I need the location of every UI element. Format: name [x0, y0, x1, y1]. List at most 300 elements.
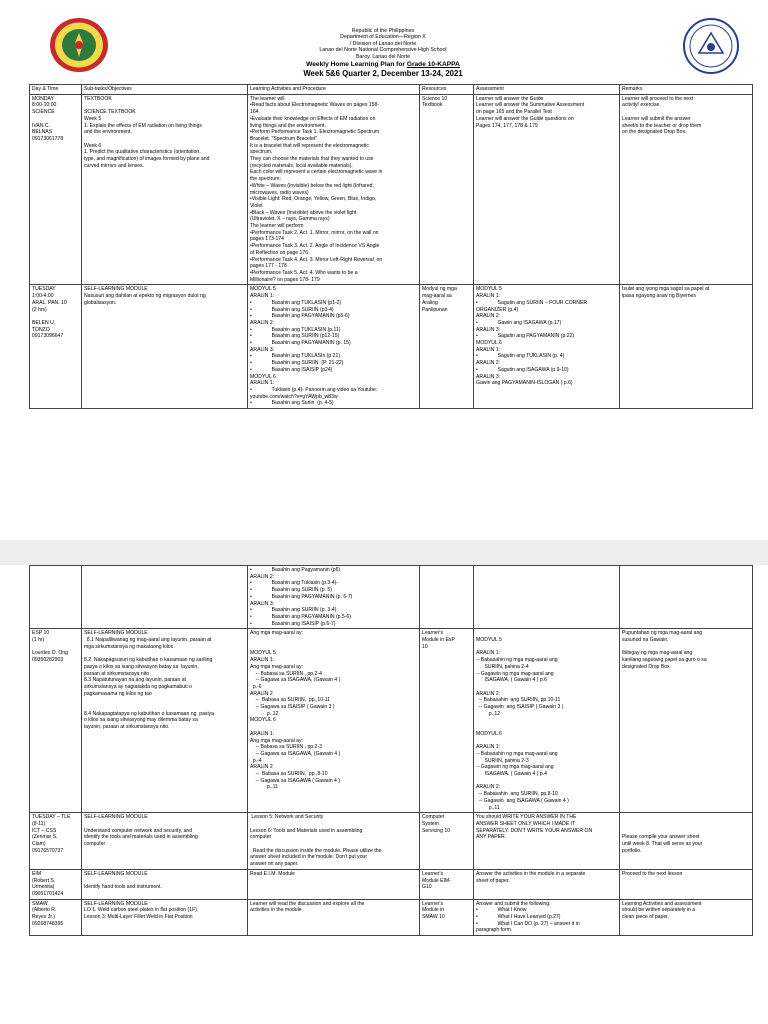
cell-text-line: You should WRITE YOUR ANSWER IN THE: [476, 814, 577, 821]
cell-text-line: -- Babasahin ng mga mag-aaral ang: [476, 750, 558, 757]
cell-text-line: of Reflection on page 176: [250, 249, 309, 256]
plan-table-page-1: [29, 84, 753, 409]
cell-text-line: SELF-LEARNING MODULE: [84, 900, 148, 907]
cell-text-line: pagkamasama ng kilos ng tao: [84, 690, 152, 697]
cell-text-line: SEPARATELY. DON'T WRITE YOUR ANSWER ON: [476, 827, 593, 834]
cell-text-line: Ang mga mag-aaral ay:: [250, 663, 303, 670]
cell-text-line: Learner will submit the answer: [622, 115, 691, 122]
cell-text-line: Learner will read the discussion and explore all the: [250, 900, 365, 907]
cell-text-line: Learner's: [422, 900, 444, 907]
cell-text-line: • Basahin ang Pagyamanin (p6): [250, 567, 341, 573]
cell-text-line: pages 173-174: [250, 236, 284, 243]
cell-text-line: activity/ exercise.: [622, 102, 661, 109]
cell-text-line: • Basahin ang ISAISIP (p24): [250, 366, 333, 373]
cell-text-line: IVAN C.: [32, 122, 51, 129]
cell-text-line: kanilang sagutang papel sa guro o sa: [622, 657, 707, 664]
cell-text-line: 09176570737: [32, 847, 64, 854]
cell-text-line: [622, 814, 750, 821]
cell-text-line: [84, 878, 245, 885]
cell-text-line: SCIENCE TEXTBOOK: [84, 109, 136, 116]
cell-text-line: •White – Waves (Invisible) below the red light (Infrared,: [250, 182, 374, 189]
cell-text-line: ARALIN 1:: [476, 650, 501, 657]
cell-text-line: • Gawin ang ISAGAWA (p.17): [476, 319, 562, 326]
cell-text-line: -- Babasa sa SURIIN , pp.2-3: [250, 744, 322, 751]
cell-text-line: • Basahin ang TUKLASIN (p1-2): [250, 299, 342, 306]
cell-text-line: p.,11: [250, 784, 278, 791]
cell-text-line: on page 165 and the Parallel Test: [476, 109, 552, 116]
activities-cell: [248, 813, 420, 870]
cell-text-line: [84, 704, 245, 711]
cell-text-line: [622, 109, 750, 116]
cell-text-line: Pupuntahan ng mga mag-aaral ang: [622, 630, 703, 637]
day-time-cell: [30, 899, 82, 936]
cell-text-line: Nasusuri ang dahilan at epekto ng migrasyon dulot ng: [84, 293, 206, 300]
cell-text-line: • Basahin ang PAGYAMANIN (p.5-6): [250, 613, 351, 620]
cell-text-line: SMAW: [32, 900, 48, 907]
cell-text-line: -- Gagawa sa ISAGAWA, (Gawain 4 ): [250, 750, 341, 757]
cell-text-line: [476, 644, 617, 651]
cell-text-line: sheet of paper.: [476, 877, 510, 884]
cell-text-line: ANY PAPER.: [476, 834, 507, 841]
cell-text-line: ARALIN 3:: [476, 326, 501, 333]
cell-text-line: Read the discussion inside the module. Please utilize the: [250, 847, 382, 854]
cell-text-line: -- Gagawa sa ISAGAWA, (Gawain 4 ): [250, 677, 341, 684]
cell-text-line: SURIIN, pahina 2-3: [476, 757, 529, 764]
page-gap: [0, 540, 768, 565]
cell-text-line: Araling: [422, 299, 438, 306]
cell-text-line: • Sagutin ang TUKLASIN (p. 4): [476, 353, 565, 360]
header-line-5: Baroy, Lanao del Norte: [355, 53, 411, 60]
cell-text-line: -- Babasa sa SURIIN, pp.,10-11: [250, 697, 331, 704]
cell-text-line: EIM: [32, 870, 42, 877]
cell-text-line: on the designated Drop Box.: [622, 129, 687, 136]
resources-cell: [420, 285, 474, 409]
cell-text-line: SELF-LEARNING MODULE: [84, 630, 148, 637]
cell-text-line: Reyes Jr.): [32, 914, 55, 921]
cell-text-line: MODYUL 5: [476, 286, 502, 293]
cell-text-line: 164.: [250, 109, 260, 116]
cell-text-line: ipasa ngayong araw ng Biyernes: [622, 293, 696, 300]
cell-text-line: answer sheet included in the module. Don't put your: [250, 854, 368, 861]
cell-text-line: Urmenita): [32, 884, 55, 891]
cell-text-line: ARALIN 2:: [476, 313, 501, 320]
cell-text-line: Answer the activities in the module in a separate: [476, 870, 586, 877]
cell-text-line: BELEN U.: [32, 319, 56, 326]
remarks-cell: [620, 813, 753, 870]
cell-text-line: living things and the environment.: [250, 122, 326, 129]
cell-text-line: Module in: [422, 907, 445, 914]
deped-seal-logo: [682, 17, 740, 75]
table-row: [30, 629, 753, 813]
cell-text-line: Servicing 10: [422, 827, 451, 834]
plan-title: Weekly Home Learning Plan for Grade 10-KAPPA: [306, 61, 460, 69]
cell-text-line: LO 1. Weld carbon steel plates in flat position (1F).: [84, 907, 199, 914]
activities-cell: [248, 629, 420, 813]
column-header: Remarks: [620, 85, 753, 95]
cell-text-line: paraan at sirkumstansya nito: [84, 670, 150, 677]
cell-text-line: • Sagutin ang PAGYAMANIN (p.22): [476, 333, 575, 340]
cell-text-line: spectrum.: [250, 149, 273, 156]
table-row: [30, 899, 753, 936]
cell-text-line: • Basahin ang Suriin (p. 4-5): [250, 400, 334, 407]
cell-text-line: [32, 644, 79, 651]
cell-text-line: [476, 738, 617, 745]
day-time-cell: [30, 813, 82, 870]
cell-text-line: ARALIN 3:: [250, 600, 275, 607]
cell-text-line: • Basahin ang SURIIN (P. 21-22): [250, 360, 344, 367]
resources-cell: [420, 566, 474, 629]
remarks-cell: [620, 285, 753, 409]
cell-text-line: -- Babasahin ng mga mag-aaral ang: [476, 657, 558, 664]
cell-text-line: •Evaluate their knowledge on Effects of EM radiation on: [250, 115, 376, 122]
cell-text-line: Clam): [32, 841, 46, 848]
cell-text-line: [32, 116, 79, 123]
assessment-cell: [474, 813, 620, 870]
table-row: [30, 285, 753, 409]
assessment-cell: [474, 629, 620, 813]
cell-text-line: SMAW 10: [422, 914, 445, 921]
cell-text-line: ARALIN 1:: [476, 346, 501, 353]
header-line-4: Lanao del Norte National Comprehensive High School: [319, 47, 447, 54]
cell-text-line: Module in EsP: [422, 637, 455, 644]
cell-text-line: p.-4: [250, 757, 262, 764]
cell-text-line: ARALIN 2: [250, 690, 273, 697]
cell-text-line: • Basahin ang SURIIN (p. 3-4): [250, 607, 337, 614]
cell-text-line: •Performance Task 3. Act. 2. Angle of Incidence VS Angle: [250, 243, 380, 250]
cell-text-line: [622, 644, 750, 651]
cell-text-line: MODYUL 5: [476, 637, 502, 644]
cell-text-line: [250, 637, 417, 644]
remarks-cell: [620, 94, 753, 285]
cell-text-line: ARALIN 2:: [476, 360, 501, 367]
cell-text-line: ARALIN 1:: [476, 744, 501, 751]
cell-text-line: [250, 821, 417, 828]
cell-text-line: 10: [422, 643, 428, 650]
cell-text-line: Ang mga mag-aaral ay:: [250, 737, 303, 744]
cell-text-line: •Visible Light: Red, Orange, Yellow, Green, Blue, Indigo,: [250, 196, 377, 203]
cell-text-line: Textbook: [422, 102, 443, 109]
column-header: Day & Time: [30, 85, 82, 95]
cell-text-line: -- Gagawa sa ISAGAWA ( Gawain 4 ): [250, 777, 340, 784]
cell-text-line: (Alberto R.: [32, 907, 57, 914]
cell-text-line: 1. Predict the qualitative characteristics (orientation,: [84, 149, 201, 156]
cell-text-line: Violet: [250, 202, 263, 209]
cell-text-line: paragraph form.: [476, 927, 513, 934]
cell-text-line: [84, 697, 245, 704]
cell-text-line: sheet/s to the teacher or drop them: [622, 122, 702, 129]
assessment-cell: [474, 899, 620, 936]
cell-text-line: • Tuklasin (p.4)- Panoorin ang video sa Youtube:: [250, 386, 378, 393]
cell-text-line: [476, 724, 617, 731]
cell-text-line: Learning Activities and assessment: [622, 900, 702, 907]
cell-text-line: ARALIN 2:: [250, 573, 275, 580]
cell-text-line: globalisasyon.: [84, 299, 117, 306]
cell-text-line: answer on any paper.: [250, 861, 299, 868]
cell-text-line: Learner's: [422, 630, 444, 637]
resources-cell: [420, 869, 474, 899]
cell-text-line: type, and magnification) of images formed by plane and: [84, 156, 210, 162]
cell-text-line: ARALIN 2: [250, 764, 273, 771]
cell-text-line: -- Babasahin ang SURIIN, pp.10-11: [476, 697, 561, 704]
cell-text-line: MODYUL 5: [250, 650, 276, 657]
cell-text-line: 09173096647: [32, 333, 64, 340]
cell-text-line: MODYUL 6: [250, 717, 276, 724]
cell-text-line: Lesson 3: Multi-Layer Fillet Weld in Flat Position: [84, 914, 193, 921]
cell-text-line: Learner will answer the Summative Assessment: [476, 102, 585, 109]
cell-text-line: o kilos sa isang sitwasyong may dilemma batay sa: [84, 717, 198, 724]
cell-text-line: •Read facts about Electromagnetic Waves on pages 158-: [250, 102, 380, 109]
cell-text-line: 1. Explain the effects of EM radiation on living things: [84, 122, 202, 129]
cell-text-line: • Sagutin ang ISAGAWA (p.9-10): [476, 366, 569, 373]
cell-text-line: clean piece of paper.: [622, 914, 670, 921]
objectives-cell: [82, 566, 248, 629]
document-header: [150, 28, 616, 79]
cell-text-line: Modyul ng mga: [422, 286, 457, 293]
cell-text-line: ARALIN 1:: [250, 380, 275, 387]
cell-text-line: 09173061778: [32, 135, 64, 142]
cell-text-line: [250, 841, 417, 848]
cell-text-line: and the environment.: [84, 129, 132, 136]
cell-text-line: Learner will proceed to the next: [622, 95, 694, 102]
cell-text-line: portfolio.: [622, 847, 642, 854]
cell-text-line: SELF-LEARNING MODULE: [84, 870, 148, 877]
resources-cell: [420, 629, 474, 813]
cell-text-line: They can choose the materials that they wanted to use: [250, 156, 374, 163]
assessment-cell: [474, 285, 620, 409]
cell-text-line: ISAGAWA, ( Gawain 4 ) p.6: [476, 677, 547, 684]
resources-cell: [420, 94, 474, 285]
cell-text-line: [476, 630, 617, 637]
column-header: Learning Activities and Procedure: [248, 85, 420, 95]
cell-text-line: pasya o kilos sa isang sitwasyon batay sa layunin,: [84, 663, 199, 670]
assessment-cell: [474, 94, 620, 285]
objectives-cell: [82, 813, 248, 870]
cell-text-line: Identify hand tools and instrument.: [84, 884, 162, 891]
day-time-cell: [30, 566, 82, 629]
cell-text-line: • Basahin ang Tuklasin (p.3-4)-: [250, 580, 339, 587]
cell-text-line: ARALIN 1:: [250, 730, 275, 737]
cell-text-line: • What I Can DO (p. 27) – answer it in: [476, 920, 580, 927]
cell-text-line: BELNAS: [32, 129, 53, 136]
objectives-cell: [82, 285, 248, 409]
cell-text-line: (Zenmar S.: [32, 834, 58, 841]
cell-text-line: ARALIN 2:: [250, 319, 275, 326]
cell-text-line: • Basahin ang SURIIN (p3-4): [250, 306, 334, 313]
cell-text-line: • Basahin ang TUKLASIN (p.11): [250, 326, 341, 333]
day-time-cell: [30, 285, 82, 409]
table-header-row: [30, 85, 753, 95]
cell-text-line: [84, 821, 245, 828]
cell-text-line: -- Gagawin ng mga mag-aaral ang: [476, 764, 554, 771]
cell-text-line: (Robert S.: [32, 877, 56, 884]
cell-text-line: Module EIM-: [422, 877, 451, 884]
cell-text-line: The learner will: [250, 95, 285, 102]
column-header: Resources: [420, 85, 474, 95]
table-row: [30, 94, 753, 285]
cell-text-line: Week 6: [84, 142, 102, 149]
cell-text-line: Panlipunan: [422, 306, 448, 313]
remarks-cell: [620, 899, 753, 936]
cell-text-line: Ibibigay ng mga mag-aaral ang: [622, 650, 693, 657]
cell-text-line: MONDAY: [32, 95, 54, 102]
column-header: Sub-tasks/Objectives: [82, 85, 248, 95]
cell-text-line: 09350282903: [32, 657, 64, 664]
cell-text-line: MODYUL 5: [250, 286, 276, 293]
cell-text-line: The learner will perform: [250, 223, 304, 230]
remarks-cell: [620, 566, 753, 629]
cell-text-line: (recycled materials, local available materials).: [250, 162, 353, 169]
cell-text-line: p.-6: [250, 683, 262, 690]
cell-text-line: •Black – Waves (Invisible) above the violet light: [250, 209, 357, 216]
cell-text-line: [622, 821, 750, 828]
cell-text-line: It is a bracelet that will represent the electromagnetic: [250, 142, 369, 149]
cell-text-line: sirkumstansya ay nagtatakda ng pagkamabuti o: [84, 683, 192, 690]
cell-text-line: TUESDAY – TLE: [32, 814, 71, 821]
cell-text-line: 8.3 Napatutunayan na ang layunin, paraan at: [84, 677, 186, 684]
cell-text-line: Lesson 5: Network and Security: [250, 814, 324, 821]
page-2: [0, 565, 768, 1024]
remarks-cell: [620, 629, 753, 813]
remarks-cell: [620, 869, 753, 899]
cell-text-line: [84, 136, 245, 143]
cell-text-line: susunod na Gawain.: [622, 637, 669, 644]
cell-text-line: the spectrum:: [250, 176, 281, 183]
cell-text-line: ARAL. PAN. 10: [32, 299, 67, 306]
activities-cell: [248, 899, 420, 936]
cell-text-line: ARALIN 2:: [476, 784, 501, 791]
cell-text-line: [476, 684, 617, 691]
cell-text-line: Lesson 6: Tools and Materials used in assembling: [250, 827, 363, 834]
cell-text-line: [476, 717, 617, 724]
cell-text-line: pages 177 - 178: [250, 263, 287, 270]
objectives-cell: [82, 94, 248, 285]
cell-text-line: ARALIN 1:: [476, 293, 501, 300]
cell-text-line: System: [422, 820, 439, 827]
cell-text-line: • Basahin ang PAGYAMANIN (p5-6): [250, 313, 350, 320]
cell-text-line: SURIIN, pahina 2-4: [476, 663, 529, 670]
cell-text-line: -- Babasa sa SURIIN , pp.2-4: [250, 670, 322, 677]
cell-text-line: ARALIN 3:: [476, 373, 501, 380]
school-seal-logo: [47, 15, 111, 75]
cell-text-line: •Performance Task 4. Act. 3. Mirror Left-Right Reversal on: [250, 256, 383, 263]
cell-text-line: ORGANIZER (p.4): [476, 306, 519, 313]
cell-text-line: • Basahin ang PAGYAMANIN (p. 6-7): [250, 593, 353, 600]
cell-text-line: p.,12: [250, 710, 279, 717]
day-time-cell: [30, 629, 82, 813]
cell-text-line: identify the tools and materials used in assembling: [84, 834, 198, 841]
cell-text-line: (8-11): [32, 820, 46, 827]
resources-cell: [420, 899, 474, 936]
cell-text-line: Learner's: [422, 870, 444, 877]
cell-text-line: Answer and submit the following:: [476, 900, 551, 907]
header-line-3: / Division of Lanao del Norte: [349, 40, 417, 47]
cell-text-line: -- Gagawa sa ISAISIP ( Gawain 3 ): [250, 704, 335, 711]
cell-text-line: Read E.I.M. Module: [250, 870, 296, 877]
cell-text-line: Bracelet. "Spectrum Bracelet": [250, 135, 318, 142]
cell-text-line: [84, 650, 245, 657]
cell-text-line: microwaves, radio waves): [250, 189, 309, 196]
cell-text-line: • Basahin ang SURIIN (p12-15): [250, 333, 340, 340]
cell-text-line: TEXTBOOK: [84, 95, 112, 102]
cell-text-line: 09268748395: [32, 920, 64, 927]
cell-text-line: curved mirrors and lenses.: [84, 162, 145, 169]
cell-text-line: should be written separately in a: [622, 907, 696, 914]
cell-text-line: 1:00-4:00: [32, 293, 54, 300]
objectives-cell: [82, 899, 248, 936]
resources-cell: [420, 813, 474, 870]
activities-cell: [248, 869, 420, 899]
cell-text-line: Please compile your answer sheet: [622, 834, 700, 841]
cell-text-line: Proceed to the next lesson: [622, 870, 683, 877]
cell-text-line: ICT – CSS: [32, 827, 57, 834]
cell-text-line: -- Babasa sa SURIIN, pp.,8-10: [250, 771, 328, 778]
objectives-cell: [82, 869, 248, 899]
cell-text-line: ANSWER SHEET ONLY WHICH I MADE IT: [476, 820, 576, 827]
cell-text-line: -- Gagawin ng mga mag-aaral ang: [476, 670, 554, 677]
cell-text-line: • Sagutin ang SURIIN – FOUR CORNER: [476, 299, 588, 306]
table-row: [30, 813, 753, 870]
plan-table-page-2: [29, 565, 753, 936]
cell-text-line: until week 8. That will serve as your: [622, 840, 703, 847]
assessment-cell: [474, 566, 620, 629]
cell-text-line: 8.2 Nakapagsusuri ng kabutihan o kasamaan ng sariling: [84, 657, 213, 664]
cell-text-line: activities in the module: [250, 907, 302, 914]
cell-text-line: Understand computer network and security, and: [84, 827, 193, 834]
cell-text-line: [32, 313, 79, 320]
cell-text-line: • Basahin ang TUKLASIn (p.21): [250, 353, 341, 360]
cell-text-line: 8.4 Nakapagtatapya ng kabutihan o kasamaan ng pasiya: [84, 710, 214, 717]
cell-text-line: Learner will answer the Guide questions on: [476, 115, 574, 122]
column-header: Assessment: [474, 85, 620, 95]
cell-text-line: SELF-LEARNING MODULE: [84, 286, 148, 293]
cell-text-line: • What I Know: [476, 907, 527, 914]
cell-text-line: Millionaire? on pages 178- 179: [250, 276, 320, 283]
cell-text-line: -- Gagawin ang ISAGAWA ( Gawain 4 ): [476, 797, 569, 804]
day-time-cell: [30, 94, 82, 285]
cell-text-line: Each color will represent a certain electromagnetic wave in: [250, 169, 383, 176]
activities-cell: [248, 566, 420, 629]
cell-text-line: ARALIN 1:: [250, 293, 275, 300]
cell-text-line: Science 10: [422, 95, 448, 102]
cell-text-line: -- Babasahin ang SURIIN, pp.8-10: [476, 791, 558, 798]
cell-text-line: -- Gagawin ang ISAISIP ( Gawain 3 ): [476, 704, 564, 711]
week-title: Week 5&6 Quarter 2, December 13-24, 2021: [303, 69, 463, 79]
cell-text-line: Learner will answer the Guide: [476, 95, 544, 102]
cell-text-line: ARALIN 2:: [476, 690, 501, 697]
cell-text-line: [622, 828, 750, 835]
cell-text-line: Gawin ang PAGYAMANIN-ISLOGAN ( p.6): [476, 380, 573, 387]
cell-text-line: SELF-LEARNING MODULE: [84, 814, 148, 821]
table-row: [30, 869, 753, 899]
cell-text-line: •Performance Task 5. Act. 4. Who wants to be a: [250, 269, 358, 276]
cell-text-line: (2 hrs): [32, 306, 47, 313]
cell-text-line: MODYUL 6: [476, 340, 502, 347]
cell-text-line: layunin, paraan at sirkumstansya nito.: [84, 724, 170, 731]
cell-text-line: (Ultraviolet, X – rays, Gamma rays): [250, 216, 330, 223]
activities-cell: [248, 285, 420, 409]
cell-text-line: SCIENCE: [32, 109, 55, 116]
cell-text-line: 09051701424: [32, 890, 64, 897]
cell-text-line: computer: [84, 841, 106, 847]
cell-text-line: Lourdes D. Ong: [32, 650, 68, 657]
cell-text-line: 8.1 Naipaliliwanag ng mag-aaral ang layunin, paraan at: [84, 637, 212, 644]
cell-text-line: ESP 10: [32, 630, 50, 637]
cell-text-line: Computer: [422, 814, 445, 821]
cell-text-line: mag-aaral sa: [422, 293, 452, 300]
cell-text-line: [84, 102, 245, 109]
day-time-cell: [30, 869, 82, 899]
activities-cell: [248, 94, 420, 285]
